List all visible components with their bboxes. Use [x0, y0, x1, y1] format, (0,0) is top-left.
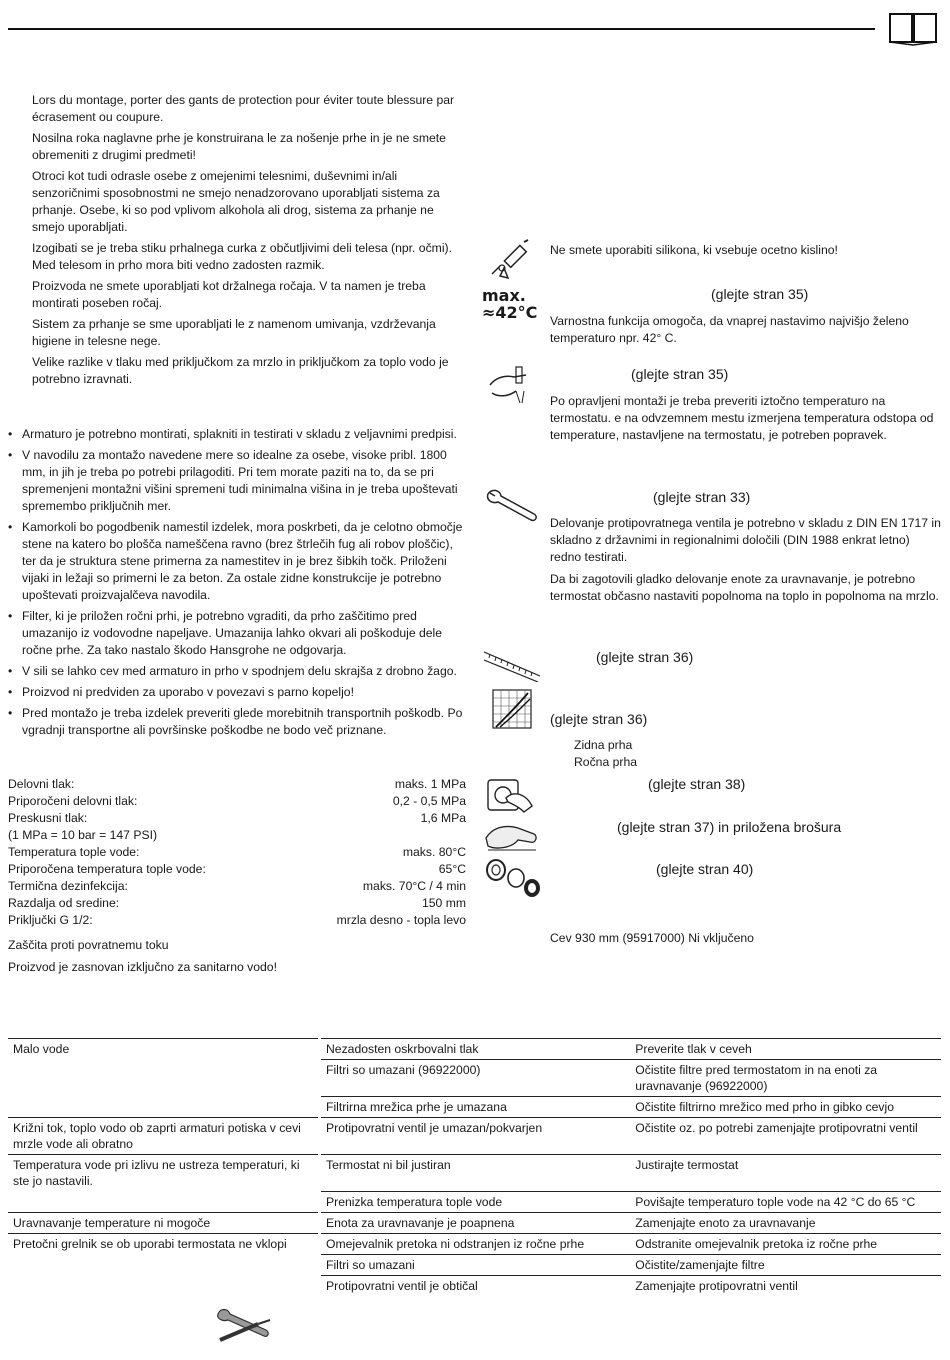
remedy-cell: Očistite filtrirno mrežico med prho in gibko cevjo	[630, 1097, 941, 1118]
assembly-notes	[8, 426, 468, 743]
remedy-cell: Očistite filtre pred termostatom in na enoti za uravnavanje (96922000)	[630, 1060, 941, 1097]
hose-note: Cev 930 mm (95917000) Ni vključeno	[550, 931, 754, 945]
flow-item-wall-shower: Zidna prha	[574, 738, 633, 752]
table-row	[8, 1275, 941, 1296]
remedy-cell: Zamenjajte protipovratni ventil	[630, 1275, 941, 1296]
problem-cell: Križni tok, toplo vodo ob zaprti armaturi potiska v cevi mrzle vode ali obratno	[8, 1118, 320, 1155]
tech-row	[8, 844, 466, 861]
maintenance-text-2: Da bi zagotovili gladko delovanje enote za uravnavanje, je potrebno termostat občasno nastaviti popolnoma na toplo in popolnoma na mrzlo.	[550, 572, 939, 603]
problem-cell	[8, 1254, 320, 1275]
cause-cell: Enota za uravnavanje je poapnena	[320, 1212, 631, 1233]
troubleshooting-table	[8, 1038, 941, 1296]
safety-note: Velike razlike v tlaku med priključkom za mrzlo in priključkom za toplo vodo je potrebno izravnati.	[32, 355, 449, 386]
safety-note: Otroci kot tudi odrasle osebe z omejenimi telesnimi, duševnimi in/ali senzoričnimi sposobnostmi ne smejo nenadzorovano uporabljati sistema za prhanje. Osebe, ki so pod vplivom alkohola ali drog, sistema za prhanje ne smejo uporabljati.	[32, 169, 440, 234]
list-item: • V sili se lahko cev med armaturo in prho v spodnjem delu skrajša z drobno žago.	[8, 663, 468, 680]
tech-row	[8, 776, 466, 793]
tech-row	[8, 912, 466, 929]
tech-label: Delovni tlak:	[8, 777, 75, 791]
list-item: • Proizvod ni predviden za uporabo v povezavi s parno kopeljo!	[8, 684, 468, 701]
adjust-text: Po opravljeni montaži je treba preveriti iztočno temperaturo na termostatu. e na odvzemnem mestu izmerjena temperatura odstopa od temperature, nastavljene na termostatu, je potreben popravek.	[550, 394, 934, 442]
tech-value: 65°C	[438, 862, 466, 876]
tech-value: maks. 1 MPa	[394, 777, 466, 791]
sanitary-note: Proizvod je zasnovan izključno za sanitarno vodo!	[8, 960, 277, 974]
remedy-cell: Zamenjajte enoto za uravnavanje	[630, 1212, 941, 1233]
tech-row	[8, 810, 466, 827]
cause-cell: Termostat ni bil justiran	[320, 1155, 631, 1192]
caulking-gun-icon	[486, 238, 530, 282]
list-item: • V navodilu za montažo navedene mere so idealne za osebe, visoke pribl. 1800 mm, in jih je treba po potrebi prilagoditi. Pri tem morate paziti na to, da se pri spremenjeni montažni višini spremeni tudi minimalna višina in je treba upoštevati spremembo priključnih mer.	[8, 447, 468, 515]
tech-value: maks. 80°C	[402, 845, 466, 859]
safety-note: Proizvoda ne smete uporabljati kot držalnega ročaja. V ta namen je treba montirati poseben ročaj.	[32, 279, 426, 310]
safety-note: Nosilna roka naglavne prhe je konstruirana le za nošenje prhe in je ne smete obremeniti z drugimi predmeti!	[32, 131, 446, 162]
tech-label: (1 MPa = 10 bar = 147 PSI)	[8, 828, 158, 842]
wrench-icon	[484, 488, 540, 524]
table-row	[8, 1155, 941, 1192]
tech-row	[8, 878, 466, 895]
cause-cell: Filtri so umazani	[320, 1254, 631, 1275]
flow-ref: (glejte stran 36)	[550, 711, 648, 727]
max-label: max.	[482, 286, 526, 305]
tech-row	[8, 895, 466, 912]
tech-value: maks. 70°C / 4 min	[362, 879, 466, 893]
table-row	[8, 1060, 941, 1097]
list-item: • Armaturo je potrebno montirati, splakniti in testirati v skladu z veljavnimi predpisi.	[8, 426, 468, 443]
problem-cell	[8, 1097, 320, 1118]
remedy-cell: Povišajte temperaturo tople vode na 42 °C do 65 °C	[630, 1191, 941, 1212]
tech-value: 1,6 MPa	[420, 811, 466, 825]
adjust-ref: (glejte stran 35)	[631, 366, 729, 382]
ruler-icon	[482, 648, 542, 682]
flow-diagram-icon	[492, 689, 532, 729]
problem-cell	[8, 1060, 320, 1097]
cause-cell: Filtrirna mrežica prhe je umazana	[320, 1097, 631, 1118]
remedy-cell: Očistite/zamenjajte filtre	[630, 1254, 941, 1275]
tech-label: Priporočeni delovni tlak:	[8, 794, 138, 808]
remedy-cell: Odstranite omejevalnik pretoka iz ročne prhe	[630, 1233, 941, 1254]
tech-label: Priključki G 1/2:	[8, 913, 93, 927]
list-item: • Pred montažo je treba izdelek preveriti glede morebitnih transportnih poškodb. Po vgradnji transportne ali površinske poškodbe ne bodo več priznane.	[8, 705, 468, 739]
table-row	[8, 1254, 941, 1275]
safety-note: Lors du montage, porter des gants de protection pour éviter toute blessure par écrasement ou coupure.	[32, 93, 455, 124]
tech-label: Temperatura tople vode:	[8, 845, 140, 859]
operation-hand-icon	[486, 776, 536, 816]
backflow-note: Zaščita proti povratnemu toku	[8, 938, 169, 952]
spare-parts-ref: (glejte stran 40)	[656, 861, 754, 877]
open-book-icon	[886, 8, 940, 46]
operation-ref: (glejte stran 38)	[648, 776, 746, 792]
tech-row	[8, 827, 466, 844]
problem-cell: Pretočni grelnik se ob uporabi termostata ne vklopi	[8, 1233, 320, 1254]
tech-label: Priporočena temperatura tople vode:	[8, 862, 206, 876]
maintenance-ref: (glejte stran 33)	[653, 489, 751, 505]
table-row	[8, 1097, 941, 1118]
safety-notes	[32, 92, 467, 392]
table-row	[8, 1039, 941, 1060]
tech-value: 0,2 - 0,5 MPa	[392, 794, 466, 808]
problem-cell: Malo vode	[8, 1039, 320, 1060]
dimensions-ref: (glejte stran 36)	[596, 649, 694, 665]
safety-note: Izogibati se je treba stiku prhalnega curka z občutljivimi deli telesa (npr. očmi). Med telesom in prho mora biti vedno zadosten razmik.	[32, 241, 452, 272]
max-temp-badge	[482, 287, 544, 321]
cleaning-ref: (glejte stran 37) in priložena brošura	[617, 819, 842, 835]
problem-cell	[8, 1191, 320, 1212]
header-rule	[8, 28, 875, 30]
safety-note: Sistem za prhanje se sme uporabljati le z namenom umivanja, vzdrževanja higiene in telesne nege.	[32, 317, 436, 348]
tools-icon	[214, 1306, 274, 1346]
tech-value: 150 mm	[421, 896, 466, 910]
table-row	[8, 1212, 941, 1233]
remedy-cell: Očistite oz. po potrebi zamenjajte protipovratni ventil	[630, 1118, 941, 1155]
remedy-cell: Preverite tlak v ceveh	[630, 1039, 941, 1060]
cleaning-hand-icon	[484, 818, 540, 854]
list-item: • Filter, ki je priložen ročni prhi, je potrebno vgraditi, da prho zaščitimo pred umazanijo iz vodovodne napeljave. Umazanija lahko okvari ali poškoduje dele ročne prhe. Za tako nastalo škodo Hansgrohe ne odgovarja.	[8, 608, 468, 659]
spare-parts-icon	[484, 856, 544, 900]
tech-label: Razdalja od sredine:	[8, 896, 120, 910]
maintenance-text-1: Delovanje protipovratnega ventila je potrebno v skladu z DIN EN 1717 in skladno z državnimi in regionalnimi določili (DIN 1988 enkrat letno) redno testirati.	[550, 516, 941, 564]
problem-cell	[8, 1275, 320, 1296]
table-row	[8, 1118, 941, 1155]
cause-cell: Omejevalnik pretoka ni odstranjen iz ročne prhe	[320, 1233, 631, 1254]
tech-label: Preskusni tlak:	[8, 811, 88, 825]
table-row	[8, 1233, 941, 1254]
problem-cell: Temperatura vode pri izlivu ne ustreza temperaturi, ki ste jo nastavili.	[8, 1155, 320, 1192]
max-temp: ≈42°C	[482, 303, 538, 322]
cause-cell: Nezadosten oskrbovalni tlak	[320, 1039, 631, 1060]
tech-value: mrzla desno - topla levo	[336, 913, 466, 927]
technical-data	[8, 776, 466, 976]
problem-cell: Uravnavanje temperature ni mogoče	[8, 1212, 320, 1233]
cause-cell: Prenizka temperatura tople vode	[320, 1191, 631, 1212]
remedy-cell: Justirajte termostat	[630, 1155, 941, 1192]
safety-function-ref: (glejte stran 35)	[711, 286, 809, 302]
cause-cell: Protipovratni ventil je umazan/pokvarjen	[320, 1118, 631, 1155]
tech-label: Termična dezinfekcija:	[8, 879, 128, 893]
tech-row	[8, 861, 466, 878]
silicone-note: Ne smete uporabiti silikona, ki vsebuje ocetno kislino!	[550, 243, 838, 257]
thermometer-hand-icon	[486, 363, 534, 407]
tech-row	[8, 793, 466, 810]
cause-cell: Protipovratni ventil je obtičal	[320, 1275, 631, 1296]
table-row	[8, 1191, 941, 1212]
safety-function-text: Varnostna funkcija omogoča, da vnaprej nastavimo najvišjo želeno temperaturo npr. 42° C.	[550, 314, 909, 345]
flow-item-hand-shower: Ročna prha	[574, 755, 638, 769]
list-item: • Kamorkoli bo pogodbenik namestil izdelek, mora poskrbeti, da je celotno območje stene na katero bo plošča nameščena ravno (brez štrlečih fug ali robov ploščic), ter da je struktura stene primerna za namestitev in je brez šibkih točk. Priloženi vijaki in ležaji so primerni le za beton. Za ostale zidne konstrukcije je potrebno upoštevati proizvajalčeva navodila.	[8, 519, 468, 604]
cause-cell: Filtri so umazani (96922000)	[320, 1060, 631, 1097]
